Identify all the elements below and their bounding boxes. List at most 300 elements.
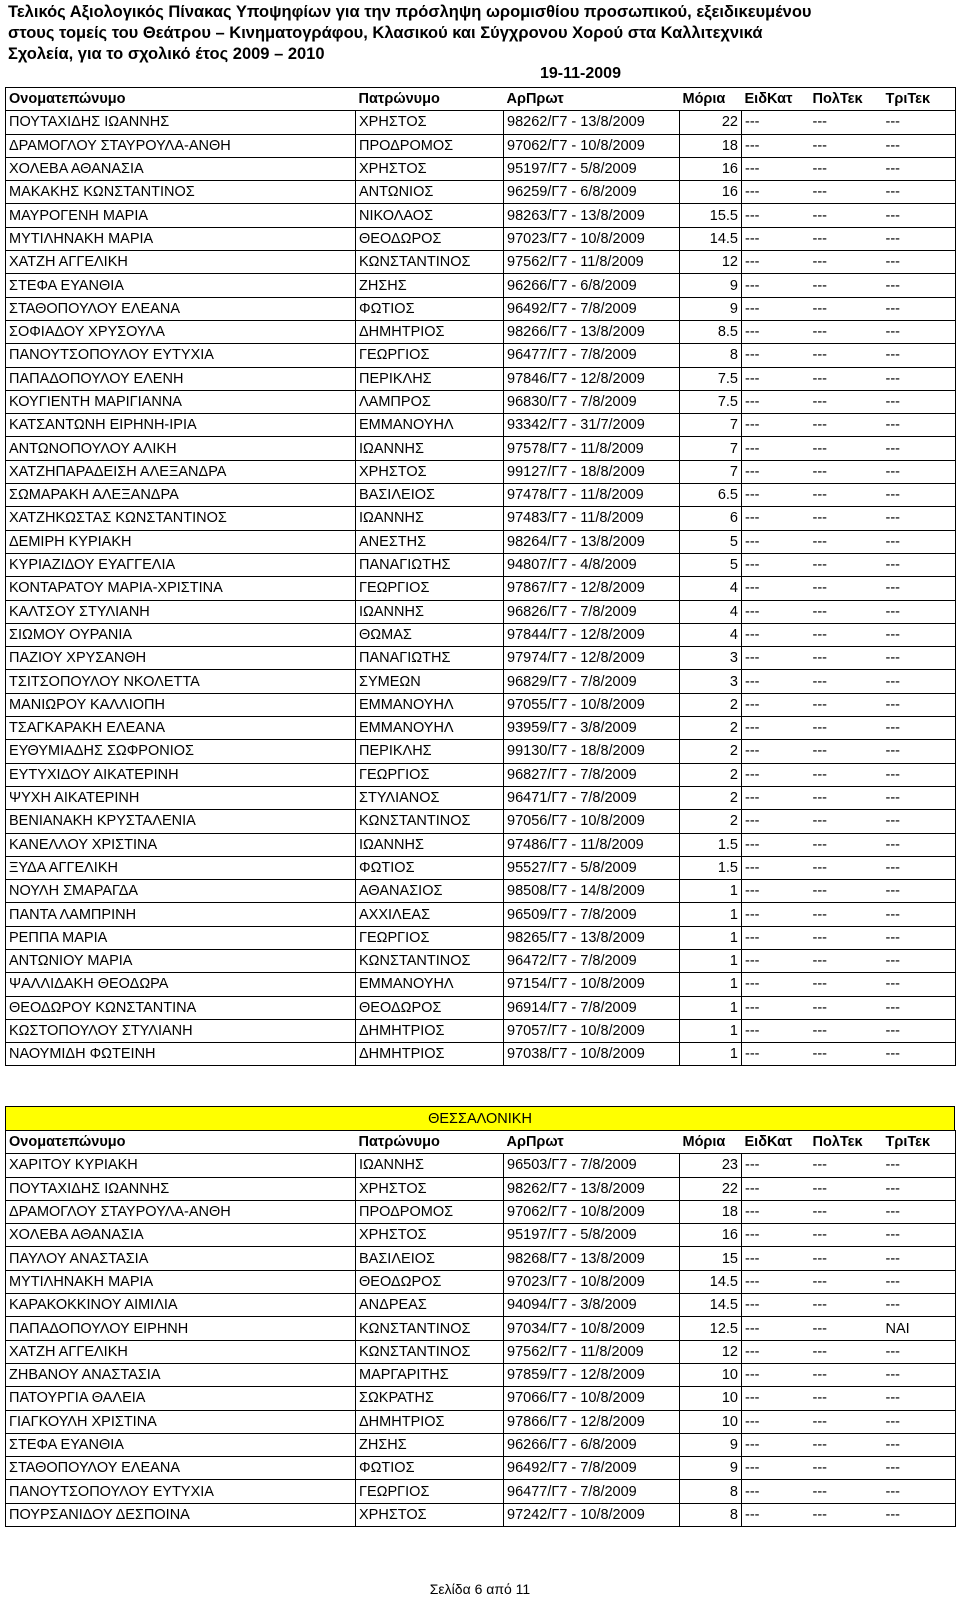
table-row [6, 903, 956, 926]
table-cell: --- [883, 1224, 956, 1247]
table-cell: --- [810, 949, 883, 972]
document-header [8, 2, 958, 65]
table-cell: 9 [680, 297, 742, 320]
table-cell: ΠΟΥΤΑΧΙΔΗΣ ΙΩΑΝΝΗΣ [6, 1177, 356, 1200]
table-cell: --- [810, 810, 883, 833]
table-cell: --- [810, 181, 883, 204]
table-cell: --- [883, 460, 956, 483]
table-cell: --- [742, 1270, 810, 1293]
table-cell: --- [883, 600, 956, 623]
table-cell: ΕΜΜΑΝΟΥΗΛ [356, 693, 504, 716]
table-cell: --- [810, 414, 883, 437]
table-row [6, 437, 956, 460]
column-header: ΕιδΚατ [742, 1131, 810, 1154]
table-cell: --- [883, 484, 956, 507]
table-cell: --- [742, 833, 810, 856]
table-cell: --- [810, 647, 883, 670]
table-cell: ΦΩΤΙΟΣ [356, 297, 504, 320]
table-cell: --- [810, 297, 883, 320]
table-cell: ΒΑΣΙΛΕΙΟΣ [356, 484, 504, 507]
table-cell: 15.5 [680, 204, 742, 227]
table-cell: 1 [680, 880, 742, 903]
table-cell: --- [742, 973, 810, 996]
table-cell: --- [742, 1247, 810, 1270]
table-cell: --- [742, 577, 810, 600]
table-cell: --- [742, 553, 810, 576]
table-cell: 95527/Γ7 - 5/8/2009 [504, 856, 680, 879]
table-cell: --- [810, 786, 883, 809]
table-cell: --- [883, 134, 956, 157]
table-cell: ΠΑΝΟΥΤΣΟΠΟΥΛΟΥ ΕΥΤΥΧΙΑ [6, 344, 356, 367]
table-cell: 97023/Γ7 - 10/8/2009 [504, 1270, 680, 1293]
table-cell: 97242/Γ7 - 10/8/2009 [504, 1503, 680, 1526]
table-cell: ΠΑΝΑΓΙΩΤΗΣ [356, 647, 504, 670]
table-cell: 97062/Γ7 - 10/8/2009 [504, 134, 680, 157]
table-cell: ΙΩΑΝΝΗΣ [356, 507, 504, 530]
column-header: Ονοματεπώνυμο [6, 88, 356, 111]
table-cell: --- [883, 1200, 956, 1223]
table-row [6, 670, 956, 693]
column-header: Πατρώνυμο [356, 88, 504, 111]
table-cell: 4 [680, 600, 742, 623]
table-cell: 97066/Γ7 - 10/8/2009 [504, 1387, 680, 1410]
table-cell: ΔΗΜΗΤΡΙΟΣ [356, 1410, 504, 1433]
table-cell: --- [742, 1363, 810, 1386]
table-cell: --- [742, 530, 810, 553]
table-row [6, 717, 956, 740]
table-cell: 10 [680, 1410, 742, 1433]
table-cell: ΕΜΜΑΝΟΥΗΛ [356, 717, 504, 740]
table-cell: 5 [680, 553, 742, 576]
table-cell: 10 [680, 1387, 742, 1410]
table-cell: 97844/Γ7 - 12/8/2009 [504, 623, 680, 646]
table-row [6, 1247, 956, 1270]
table-cell: --- [883, 1457, 956, 1480]
column-header: ΕιδΚατ [742, 88, 810, 111]
table-cell: 23 [680, 1154, 742, 1177]
table-row [6, 623, 956, 646]
table-cell: ΠΟΥΡΣΑΝΙΔΟΥ ΔΕΣΠΟΙΝΑ [6, 1503, 356, 1526]
table-cell: 97846/Γ7 - 12/8/2009 [504, 367, 680, 390]
table-cell: --- [883, 810, 956, 833]
table-cell: 2 [680, 693, 742, 716]
table-cell: 1.5 [680, 833, 742, 856]
table-cell: ΠΑΝΤΑ ΛΑΜΠΡΙΝΗ [6, 903, 356, 926]
table-cell: 1 [680, 926, 742, 949]
table-cell: ΙΩΑΝΝΗΣ [356, 600, 504, 623]
table-cell: --- [742, 880, 810, 903]
table-cell: --- [883, 1363, 956, 1386]
table-cell: ΠΡΟΔΡΟΜΟΣ [356, 1200, 504, 1223]
table-cell: 98266/Γ7 - 13/8/2009 [504, 320, 680, 343]
table-cell: 98263/Γ7 - 13/8/2009 [504, 204, 680, 227]
table-row [6, 1480, 956, 1503]
table-cell: 9 [680, 1457, 742, 1480]
table-cell: 95197/Γ7 - 5/8/2009 [504, 157, 680, 180]
table-row [6, 949, 956, 972]
table-cell: --- [883, 1340, 956, 1363]
table-cell: ΣΤΥΛΙΑΝΟΣ [356, 786, 504, 809]
table-cell: --- [883, 693, 956, 716]
table-cell: --- [742, 507, 810, 530]
table-cell: ΔΗΜΗΤΡΙΟΣ [356, 1019, 504, 1042]
table-cell: --- [810, 274, 883, 297]
table-cell: --- [883, 1480, 956, 1503]
table-cell: ΤΣΙΤΣΟΠΟΥΛΟΥ ΝΚΟΛΕΤΤΑ [6, 670, 356, 693]
table-row [6, 693, 956, 716]
column-header: ΤριΤεκ [883, 88, 956, 111]
table-cell: 96471/Γ7 - 7/8/2009 [504, 786, 680, 809]
table-cell: --- [742, 623, 810, 646]
table-cell: 8 [680, 344, 742, 367]
table-cell: ΝΑΙ [883, 1317, 956, 1340]
table-cell: ΓΕΩΡΓΙΟΣ [356, 763, 504, 786]
table-cell: --- [742, 1387, 810, 1410]
table-cell: ΧΟΛΕΒΑ ΑΘΑΝΑΣΙΑ [6, 157, 356, 180]
table-row [6, 251, 956, 274]
table-cell: --- [810, 157, 883, 180]
table-cell: --- [742, 157, 810, 180]
table-cell: --- [883, 670, 956, 693]
table-cell: ΖΗΣΗΣ [356, 274, 504, 297]
table-cell: 5 [680, 530, 742, 553]
table-cell: ΚΟΥΓΙΕΝΤΗ ΜΑΡΙΓΙΑΝΝΑ [6, 390, 356, 413]
table-cell: --- [810, 1433, 883, 1456]
table-row [6, 577, 956, 600]
table-cell: --- [810, 833, 883, 856]
table-cell: --- [883, 880, 956, 903]
table-cell: --- [883, 717, 956, 740]
table-cell: 3 [680, 670, 742, 693]
table-cell: --- [810, 251, 883, 274]
table-cell: 97062/Γ7 - 10/8/2009 [504, 1200, 680, 1223]
table-cell: --- [883, 1433, 956, 1456]
table-cell: ΦΩΤΙΟΣ [356, 1457, 504, 1480]
table-cell: --- [742, 1294, 810, 1317]
table-cell: ΣΟΦΙΑΔΟΥ ΧΡΥΣΟΥΛΑ [6, 320, 356, 343]
column-header: ΤριΤεκ [883, 1131, 956, 1154]
table-cell: ΔΗΜΗΤΡΙΟΣ [356, 1043, 504, 1066]
table-row [6, 1043, 956, 1066]
table-cell: 94807/Γ7 - 4/8/2009 [504, 553, 680, 576]
table-row [6, 1294, 956, 1317]
table-cell: ΚΩΝΣΤΑΝΤΙΝΟΣ [356, 810, 504, 833]
table-cell: --- [742, 996, 810, 1019]
table-cell: ΔΕΜΙΡΗ ΚΥΡΙΑΚΗ [6, 530, 356, 553]
table-cell: --- [742, 926, 810, 949]
table-cell: --- [742, 251, 810, 274]
table-cell: --- [742, 1503, 810, 1526]
column-header: Ονοματεπώνυμο [6, 1131, 356, 1154]
table-row [6, 973, 956, 996]
table-cell: --- [810, 1340, 883, 1363]
table-cell: ΧΡΗΣΤΟΣ [356, 1177, 504, 1200]
table-cell: --- [883, 227, 956, 250]
page-footer: Σελίδα 6 από 11 [429, 1581, 531, 1597]
table-cell: ΓΕΩΡΓΙΟΣ [356, 577, 504, 600]
table-cell: ΚΩΝΣΤΑΝΤΙΝΟΣ [356, 1317, 504, 1340]
table-cell: 98265/Γ7 - 13/8/2009 [504, 926, 680, 949]
table-cell: 9 [680, 274, 742, 297]
table-cell: --- [742, 856, 810, 879]
table-cell: 97055/Γ7 - 10/8/2009 [504, 693, 680, 716]
table-cell: 1 [680, 996, 742, 1019]
table-cell: --- [810, 460, 883, 483]
table-cell: --- [883, 297, 956, 320]
table-cell: 96492/Γ7 - 7/8/2009 [504, 297, 680, 320]
table-cell: ΠΑΖΙΟΥ ΧΡΥΣΑΝΘΗ [6, 647, 356, 670]
table-cell: ΔΡΑΜΟΓΛΟΥ ΣΤΑΥΡΟΥΛΑ-ΑΝΘΗ [6, 1200, 356, 1223]
table-cell: --- [810, 134, 883, 157]
table-cell: 93342/Γ7 - 31/7/2009 [504, 414, 680, 437]
table-cell: --- [742, 134, 810, 157]
table-cell: ΚΩΝΣΤΑΝΤΙΝΟΣ [356, 949, 504, 972]
table-cell: ΛΑΜΠΡΟΣ [356, 390, 504, 413]
table-cell: --- [742, 1154, 810, 1177]
table-cell: 97023/Γ7 - 10/8/2009 [504, 227, 680, 250]
table-cell: --- [742, 1043, 810, 1066]
table-cell: ΧΑΤΖΗ ΑΓΓΕΛΙΚΗ [6, 1340, 356, 1363]
table-row [6, 484, 956, 507]
table-row [6, 344, 956, 367]
table-cell: ΜΥΤΙΛΗΝΑΚΗ ΜΑΡΙΑ [6, 1270, 356, 1293]
table-cell: --- [883, 1270, 956, 1293]
table-row [6, 320, 956, 343]
table-cell: --- [883, 1019, 956, 1042]
table-cell: ΑΝΕΣΤΗΣ [356, 530, 504, 553]
table-cell: ΚΥΡΙΑΖΙΔΟΥ ΕΥΑΓΓΕΛΙΑ [6, 553, 356, 576]
table-cell: ΚΑΡΑΚΟΚΚΙΝΟΥ ΑΙΜΙΛΙΑ [6, 1294, 356, 1317]
table-cell: ΜΑΚΑΚΗΣ ΚΩΝΣΤΑΝΤΙΝΟΣ [6, 181, 356, 204]
table-cell: 98262/Γ7 - 13/8/2009 [504, 111, 680, 134]
table-row [6, 647, 956, 670]
table-cell: ΙΩΑΝΝΗΣ [356, 437, 504, 460]
table-cell: --- [883, 740, 956, 763]
table-cell: 22 [680, 111, 742, 134]
table-cell: --- [810, 1387, 883, 1410]
table-cell: 1 [680, 1043, 742, 1066]
table-cell: --- [883, 786, 956, 809]
table-cell: --- [742, 1200, 810, 1223]
table-cell: --- [883, 903, 956, 926]
table-row [6, 181, 956, 204]
table-cell: 96914/Γ7 - 7/8/2009 [504, 996, 680, 1019]
table-cell: ΚΑΝΕΛΛΟΥ ΧΡΙΣΤΙΝΑ [6, 833, 356, 856]
table-cell: 16 [680, 181, 742, 204]
table-row [6, 297, 956, 320]
table-cell: ΚΑΤΣΑΝΤΩΝΗ ΕΙΡΗΝΗ-ΙΡΙΑ [6, 414, 356, 437]
table-cell: 1 [680, 973, 742, 996]
table-cell: ΜΥΤΙΛΗΝΑΚΗ ΜΑΡΙΑ [6, 227, 356, 250]
table-row [6, 1503, 956, 1526]
table-row [6, 1457, 956, 1480]
table-cell: ΣΥΜΕΩΝ [356, 670, 504, 693]
table-cell: 2 [680, 717, 742, 740]
table-cell: ΠΑΥΛΟΥ ΑΝΑΣΤΑΣΙΑ [6, 1247, 356, 1270]
table-cell: --- [810, 740, 883, 763]
table-row [6, 810, 956, 833]
table-cell: 98508/Γ7 - 14/8/2009 [504, 880, 680, 903]
table-cell: ΑΝΤΩΝΟΠΟΥΛΟΥ ΑΛΙΚΗ [6, 437, 356, 460]
table-cell: ΧΡΗΣΤΟΣ [356, 111, 504, 134]
table-cell: --- [742, 600, 810, 623]
column-header: ΠολΤεκ [810, 1131, 883, 1154]
table-cell: ΘΕΟΔΩΡΟΣ [356, 1270, 504, 1293]
table-cell: --- [810, 973, 883, 996]
table-cell: --- [810, 856, 883, 879]
table-cell: --- [810, 1154, 883, 1177]
table-cell: --- [810, 1019, 883, 1042]
table-cell: --- [883, 157, 956, 180]
table-cell: --- [810, 670, 883, 693]
table-cell: 97859/Γ7 - 12/8/2009 [504, 1363, 680, 1386]
table-cell: --- [742, 647, 810, 670]
table-cell: ΨΥΧΗ ΑΙΚΑΤΕΡΙΝΗ [6, 786, 356, 809]
table-cell: ΔΡΑΜΟΓΛΟΥ ΣΤΑΥΡΟΥΛΑ-ΑΝΘΗ [6, 134, 356, 157]
column-header-row [6, 1131, 956, 1154]
table-row [6, 856, 956, 879]
table-cell: --- [810, 1503, 883, 1526]
table-cell: ΓΕΩΡΓΙΟΣ [356, 926, 504, 949]
table-cell: --- [742, 1480, 810, 1503]
table-cell: ΨΑΛΛΙΔΑΚΗ ΘΕΟΔΩΡΑ [6, 973, 356, 996]
table-cell: --- [810, 111, 883, 134]
table-cell: 96826/Γ7 - 7/8/2009 [504, 600, 680, 623]
table-cell: 3 [680, 647, 742, 670]
table-cell: ΜΑΝΙΩΡΟΥ ΚΑΛΛΙΟΠΗ [6, 693, 356, 716]
table-cell: 97578/Γ7 - 11/8/2009 [504, 437, 680, 460]
table-cell: ΠΑΠΑΔΟΠΟΥΛΟΥ ΕΛΕΝΗ [6, 367, 356, 390]
table-cell: --- [883, 437, 956, 460]
table-row [6, 530, 956, 553]
table-cell: 98268/Γ7 - 13/8/2009 [504, 1247, 680, 1270]
table-cell: 1 [680, 949, 742, 972]
table-cell: ΠΑΠΑΔΟΠΟΥΛΟΥ ΕΙΡΗΝΗ [6, 1317, 356, 1340]
table-cell: 99130/Γ7 - 18/8/2009 [504, 740, 680, 763]
column-header: Μόρια [680, 88, 742, 111]
table-cell: --- [883, 1154, 956, 1177]
table-cell: --- [810, 553, 883, 576]
table-cell: ΘΩΜΑΣ [356, 623, 504, 646]
table-cell: --- [810, 1317, 883, 1340]
table-cell: --- [810, 577, 883, 600]
table-cell: ΑΝΤΩΝΙΟΥ ΜΑΡΙΑ [6, 949, 356, 972]
table-cell: --- [883, 344, 956, 367]
table-cell: --- [742, 740, 810, 763]
table-row [6, 134, 956, 157]
table-cell: --- [810, 1410, 883, 1433]
table-cell: 97034/Γ7 - 10/8/2009 [504, 1317, 680, 1340]
table-cell: 96830/Γ7 - 7/8/2009 [504, 390, 680, 413]
table-row [6, 600, 956, 623]
column-header: ΑρΠρωτ [504, 88, 680, 111]
table-cell: ΣΙΩΜΟΥ ΟΥΡΑΝΙΑ [6, 623, 356, 646]
table-row [6, 1019, 956, 1042]
table-cell: --- [742, 1340, 810, 1363]
table-cell: --- [742, 367, 810, 390]
header-line-1: Τελικός Αξιολογικός Πίνακας Υποψηφίων για την πρόσληψη ωρομισθίου προσωπικού, εξειδικευμένου [8, 3, 812, 21]
table-cell: 4 [680, 577, 742, 600]
table-cell: ΕΜΜΑΝΟΥΗΛ [356, 414, 504, 437]
table-row [6, 1340, 956, 1363]
table-cell: 15 [680, 1247, 742, 1270]
table-cell: --- [883, 1247, 956, 1270]
table-cell: 96477/Γ7 - 7/8/2009 [504, 1480, 680, 1503]
table-cell: 14.5 [680, 227, 742, 250]
table-cell: ΜΑΥΡΟΓΕΝΗ ΜΑΡΙΑ [6, 204, 356, 227]
table-cell: ΡΕΠΠΑ ΜΑΡΙΑ [6, 926, 356, 949]
results-table-1 [5, 87, 956, 1066]
table-cell: 96266/Γ7 - 6/8/2009 [504, 274, 680, 297]
table-cell: 7 [680, 460, 742, 483]
table-cell: --- [742, 320, 810, 343]
table-cell: 96503/Γ7 - 7/8/2009 [504, 1154, 680, 1177]
table-row [6, 414, 956, 437]
table-cell: --- [742, 344, 810, 367]
table-cell: --- [742, 1433, 810, 1456]
table-cell: 96829/Γ7 - 7/8/2009 [504, 670, 680, 693]
table-cell: ΑΘΑΝΑΣΙΟΣ [356, 880, 504, 903]
table-cell: 14.5 [680, 1270, 742, 1293]
table-cell: 94094/Γ7 - 3/8/2009 [504, 1294, 680, 1317]
table-cell: --- [810, 717, 883, 740]
table-cell: --- [883, 1503, 956, 1526]
table-cell: --- [883, 367, 956, 390]
table-cell: --- [742, 786, 810, 809]
table-cell: ΠΕΡΙΚΛΗΣ [356, 367, 504, 390]
table-cell: --- [883, 623, 956, 646]
table-cell: 97486/Γ7 - 11/8/2009 [504, 833, 680, 856]
table-row [6, 740, 956, 763]
table-cell: --- [883, 553, 956, 576]
table-cell: 97154/Γ7 - 10/8/2009 [504, 973, 680, 996]
table-cell: --- [742, 1224, 810, 1247]
table-cell: ΙΩΑΝΝΗΣ [356, 833, 504, 856]
table-cell: ΝΙΚΟΛΑΟΣ [356, 204, 504, 227]
table-cell: ΕΥΤΥΧΙΔΟΥ ΑΙΚΑΤΕΡΙΝΗ [6, 763, 356, 786]
table-cell: --- [742, 181, 810, 204]
table-row [6, 1410, 956, 1433]
table-cell: --- [883, 274, 956, 297]
table-row [6, 460, 956, 483]
table-row [6, 1317, 956, 1340]
table-cell: 2 [680, 810, 742, 833]
table-cell: --- [883, 320, 956, 343]
table-cell: --- [810, 320, 883, 343]
table-cell: --- [810, 1177, 883, 1200]
table-cell: 97478/Γ7 - 11/8/2009 [504, 484, 680, 507]
table-cell: --- [810, 763, 883, 786]
table-cell: --- [883, 1177, 956, 1200]
table-row [6, 390, 956, 413]
table-cell: --- [883, 507, 956, 530]
table-cell: 97056/Γ7 - 10/8/2009 [504, 810, 680, 833]
table-cell: 6.5 [680, 484, 742, 507]
table-cell: ΘΕΟΔΩΡΟΣ [356, 227, 504, 250]
table-cell: ΦΩΤΙΟΣ [356, 856, 504, 879]
table-cell: 10 [680, 1363, 742, 1386]
table-cell: ΣΤΑΘΟΠΟΥΛΟΥ ΕΛΕΑΝΑ [6, 1457, 356, 1480]
table-cell: --- [742, 414, 810, 437]
table-row [6, 786, 956, 809]
table-cell: --- [742, 1410, 810, 1433]
table-cell: ΣΤΕΦΑ ΕΥΑΝΘΙΑ [6, 1433, 356, 1456]
table-cell: --- [810, 1200, 883, 1223]
table-cell: --- [742, 437, 810, 460]
table-cell: 7.5 [680, 367, 742, 390]
table-cell: ΝΑΟΥΜΙΔΗ ΦΩΤΕΙΝΗ [6, 1043, 356, 1066]
table-cell: --- [810, 1224, 883, 1247]
